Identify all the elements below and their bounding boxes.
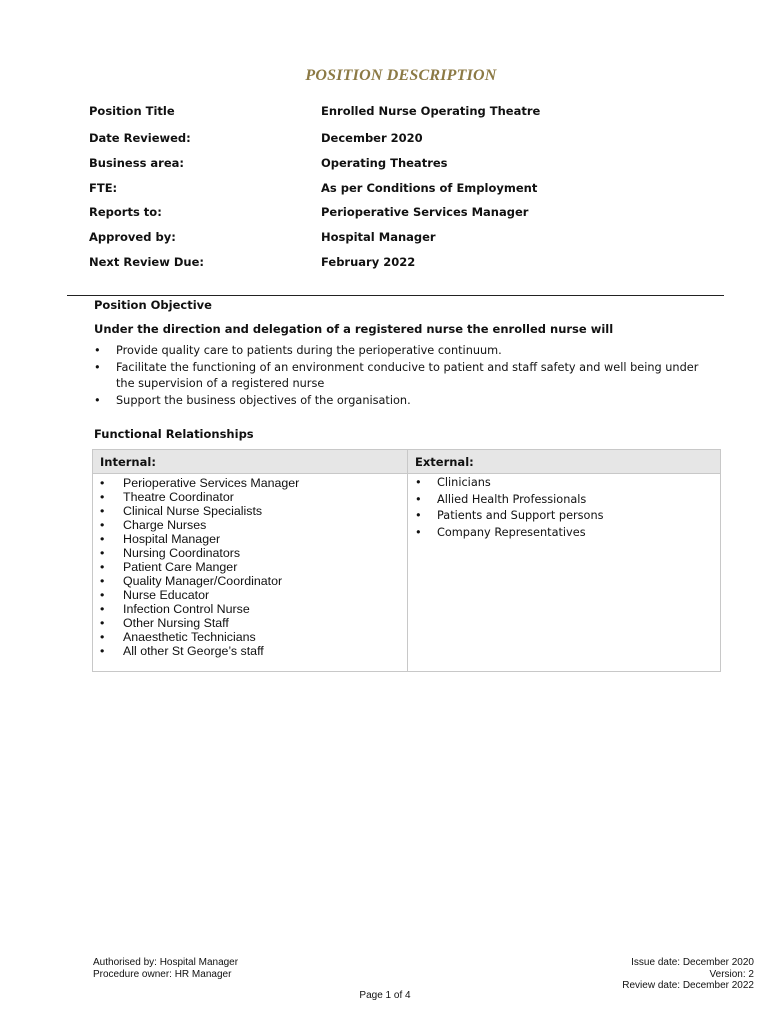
objective-intro: Under the direction and delegation of a registered nurse the enrolled nurse will	[94, 322, 614, 336]
detail-label: Approved by:	[89, 230, 176, 244]
detail-value: Hospital Manager	[321, 230, 436, 244]
list-item: • Support the business objectives of the organisation.	[94, 393, 714, 410]
objective-list	[94, 343, 714, 410]
detail-value: February 2022	[321, 255, 416, 269]
footer-dates	[622, 957, 754, 992]
footer-version: Version: 2	[709, 968, 754, 980]
list-item: • Theatre Coordinator	[100, 490, 299, 504]
relationships-heading: Functional Relationships	[94, 427, 254, 441]
list-item: • Patients and Support persons	[415, 508, 604, 525]
section-divider	[67, 295, 724, 296]
list-item: • Nurse Educator	[100, 588, 299, 602]
detail-label: Date Reviewed:	[89, 131, 191, 145]
document-title: POSITION DESCRIPTION	[305, 67, 497, 84]
footer-owner: Procedure owner: HR Manager	[93, 968, 232, 980]
footer-authorised: Authorised by: Hospital Manager	[93, 957, 239, 968]
list-item: • Nursing Coordinators	[100, 546, 299, 560]
list-item: • All other St George’s staff	[100, 644, 299, 658]
list-item: • Quality Manager/Coordinator	[100, 574, 299, 588]
footer-issue-date: Issue date: December 2020	[631, 957, 754, 968]
detail-label: FTE:	[89, 181, 118, 195]
list-item: • Infection Control Nurse	[100, 602, 299, 616]
external-column-header: External:	[415, 455, 474, 469]
relationships-table	[92, 449, 721, 672]
column-divider	[407, 450, 408, 671]
detail-label: Reports to:	[89, 205, 162, 219]
list-item: • Allied Health Professionals	[415, 492, 604, 509]
detail-value: As per Conditions of Employment	[321, 181, 538, 195]
page-number: Page 1 of 4	[359, 990, 411, 1001]
detail-value: Enrolled Nurse Operating Theatre	[321, 104, 541, 118]
list-item: • Provide quality care to patients during the perioperative continuum.	[94, 343, 714, 360]
list-item: • Patient Care Manger	[100, 560, 299, 574]
internal-list	[100, 476, 299, 658]
detail-value: Operating Theatres	[321, 156, 448, 170]
objective-heading: Position Objective	[94, 298, 212, 312]
external-list	[415, 475, 604, 542]
detail-value: Perioperative Services Manager	[321, 205, 529, 219]
detail-label: Position Title	[89, 104, 175, 118]
internal-column-header: Internal:	[100, 455, 156, 469]
footer-review-date: Review date: December 2022	[622, 980, 754, 991]
detail-label: Next Review Due:	[89, 255, 204, 269]
list-item: • Other Nursing Staff	[100, 616, 299, 630]
detail-value: December 2020	[321, 131, 423, 145]
list-item: • Perioperative Services Manager	[100, 476, 299, 490]
list-item: • Hospital Manager	[100, 532, 299, 546]
list-item: • Clinical Nurse Specialists	[100, 504, 299, 518]
list-item: • Clinicians	[415, 475, 604, 492]
detail-label: Business area:	[89, 156, 185, 170]
list-item: • Charge Nurses	[100, 518, 299, 532]
list-item: • Anaesthetic Technicians	[100, 630, 299, 644]
list-item: • Facilitate the functioning of an environment conducive to patient and staff safety and well being under the supervision of a registered nurse	[94, 360, 714, 393]
footer-authority	[93, 957, 238, 980]
list-item: • Company Representatives	[415, 525, 604, 542]
